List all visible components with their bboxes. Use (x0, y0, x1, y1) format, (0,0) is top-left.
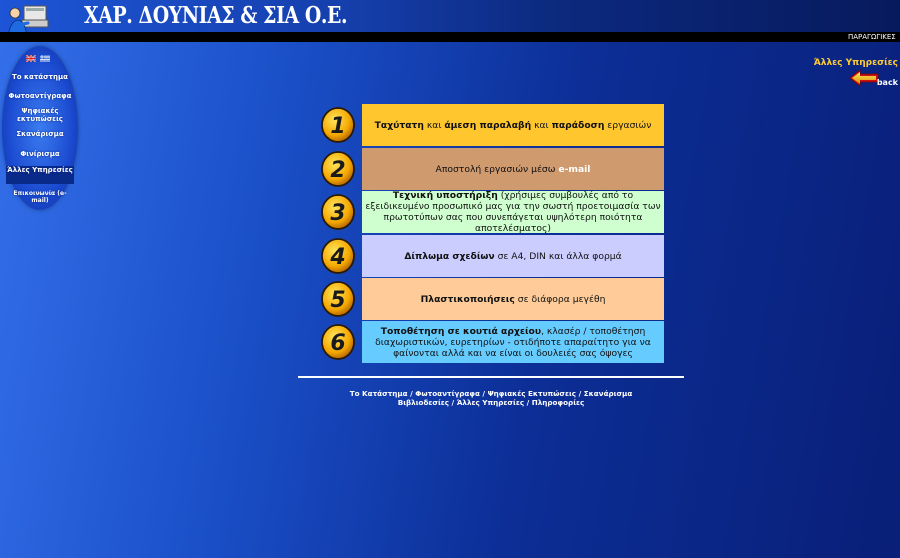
nav-item-finishing[interactable]: Φινίρισμα (20, 150, 60, 158)
service-number: 2 (330, 158, 346, 183)
service-text-bold: παράδοση (551, 119, 605, 131)
footer-link[interactable]: Βιβλιοδεσίες (397, 398, 450, 407)
service-description (362, 104, 664, 146)
footer-separator: / (407, 389, 416, 398)
service-text: (χρήσιμες συμβουλές από το εξειδικευμένο προσωπικό μας για την σωστή προετοιμασία των πρωτοτύπων σας που συνεπάγεται υψηλότερη ποιότητα αποτελέσματος) (365, 190, 661, 234)
footer-link[interactable]: Φωτοαντίγραφα (415, 389, 480, 398)
service-row (318, 235, 666, 277)
service-number: 5 (330, 288, 346, 313)
service-text-bold: Τεχνική υποστήριξη (392, 190, 498, 201)
nav-item-digital-prints[interactable]: Ψηφιακές εκτυπώσεις (17, 107, 63, 123)
nav-item-store[interactable]: Το κατάστημα (12, 73, 68, 81)
service-text: και (423, 119, 445, 131)
service-number: 4 (330, 245, 346, 270)
footer-separator: / (479, 389, 488, 398)
footer-separator: / (576, 389, 584, 398)
service-row (318, 321, 666, 363)
service-row (318, 148, 666, 190)
service-number: 3 (330, 201, 346, 226)
service-text-bold: Πλαστικοποιήσεις (420, 293, 515, 305)
footer-link[interactable]: Ψηφιακές Εκτυπώσεις (487, 389, 577, 398)
number-badge-icon (320, 237, 356, 275)
service-text-bold: Ταχύτατη (374, 119, 424, 131)
number-badge-icon (320, 323, 356, 361)
service-description (362, 278, 664, 320)
service-text: και (531, 119, 552, 131)
service-text: , κλασέρ / τοποθέτηση διαχωριστικών, ευρετηρίων - οτιδήποτε απαραίτητο για να φαίνονται αλλά και να είναι οι δουλειές σας όψογες (375, 325, 651, 359)
nav-item-scanning[interactable]: Σκανάρισμα (16, 130, 64, 138)
service-description (362, 235, 664, 277)
service-number: 1 (330, 114, 346, 139)
language-flags (26, 55, 50, 62)
service-description (362, 321, 664, 363)
number-badge-icon (320, 193, 356, 231)
footer-link[interactable]: Το Κατάστημα (349, 389, 408, 398)
footer-link[interactable]: Πληροφορίες (531, 398, 585, 407)
service-text: Αποστολή εργασιών μέσω (435, 163, 559, 175)
footer-links-line-2 (298, 398, 684, 407)
footer-separator: / (449, 398, 457, 407)
number-badge-icon (320, 150, 356, 188)
service-text-bold: άμεση παραλαβή (444, 119, 532, 131)
divider (298, 376, 684, 378)
service-row (318, 104, 666, 146)
service-text: σε A4, DIN και άλλα φορμά (494, 250, 622, 262)
email-link[interactable]: e-mail (558, 163, 591, 175)
service-text: εργασιών (604, 119, 652, 131)
greek-flag-icon[interactable] (40, 55, 50, 62)
service-description (362, 148, 664, 190)
service-number: 6 (330, 331, 346, 356)
service-text-bold: Δίπλωμα σχεδίων (404, 250, 495, 262)
english-flag-icon[interactable] (26, 55, 36, 62)
footer-links-line-1 (298, 389, 684, 398)
black-bar (0, 32, 900, 42)
top-right-link[interactable]: ΠΑΡΑΓΩΓΙΚΕΣ (844, 32, 900, 42)
service-row (318, 191, 666, 233)
nav-item-contact[interactable]: Επικοινωνία (e-mail) (13, 190, 67, 204)
nav-item-other-services[interactable]: Άλλες Υπηρεσίες (6, 166, 74, 184)
service-row (318, 278, 666, 320)
other-services-heading: Άλλες Υπηρεσίες (813, 58, 898, 68)
sidebar-nav (2, 46, 78, 210)
site-title: ΧΑΡ. ΔΟΥΝΙΑΣ & ΣΙΑ Ο.Ε. (84, 2, 348, 29)
back-arrow-icon[interactable] (848, 68, 880, 88)
footer-link[interactable]: Σκανάρισμα (583, 389, 633, 398)
back-link[interactable]: back (876, 78, 898, 87)
service-text: σε διάφορα μεγέθη (514, 293, 606, 305)
number-badge-icon (320, 280, 356, 318)
service-description (362, 191, 664, 233)
footer-separator: / (524, 398, 532, 407)
nav-item-photocopies[interactable]: Φωτοαντίγραφα (8, 92, 72, 100)
footer-link[interactable]: Άλλες Υπηρεσίες (456, 398, 525, 407)
number-badge-icon (320, 106, 356, 144)
service-text-bold: Τοποθέτηση σε κουτιά αρχείου (380, 325, 542, 337)
